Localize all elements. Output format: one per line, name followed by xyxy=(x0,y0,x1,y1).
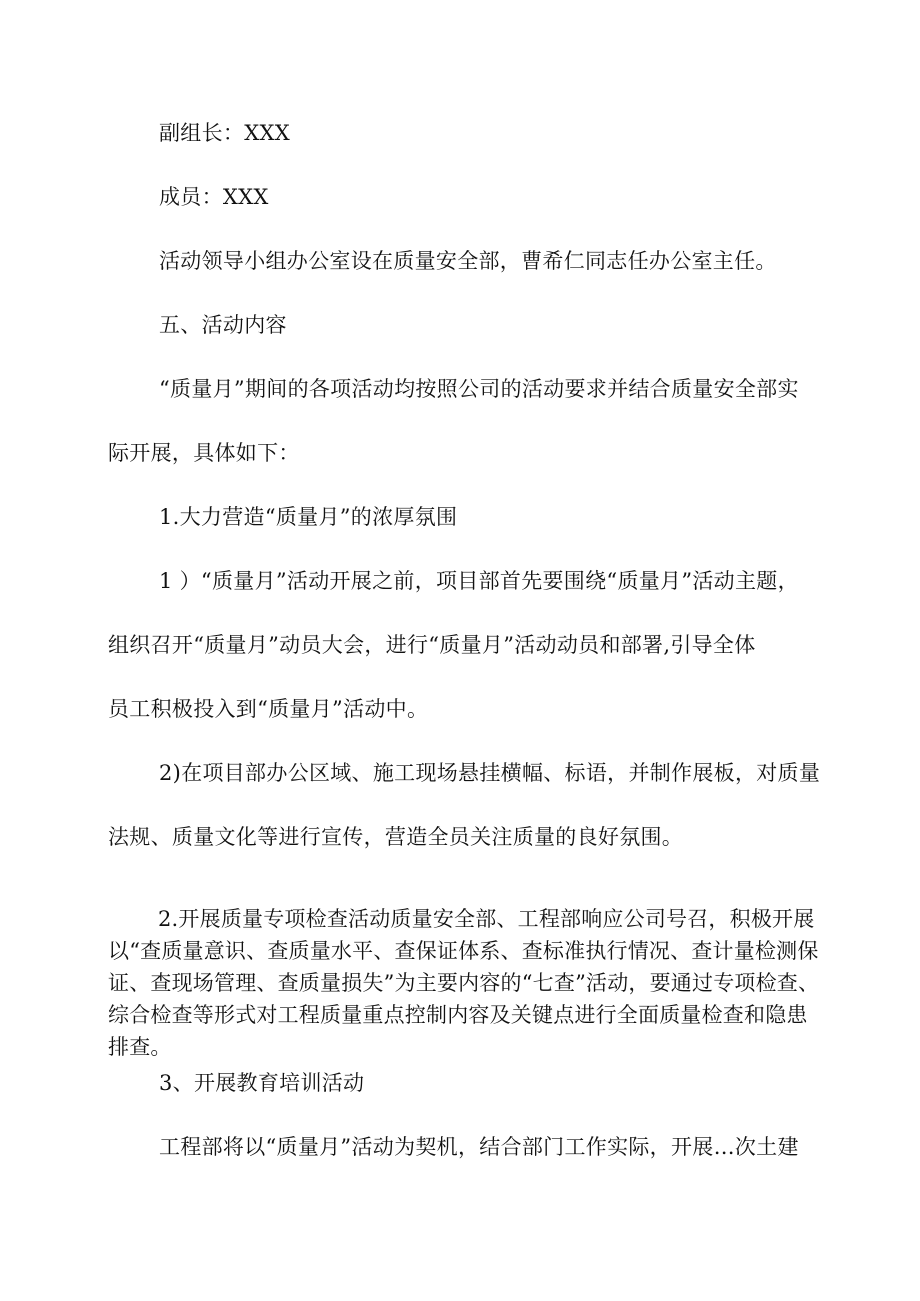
item1-title: 1.大力营造“质量月”的浓厚氛围 xyxy=(159,505,458,529)
item3-title: 3、开展教育培训活动 xyxy=(159,1071,365,1095)
intro-line-1: “质量月”期间的各项活动均按照公司的活动要求并结合质量安全部实 xyxy=(159,377,799,401)
item3-line-a: 工程部将以“质量月”活动为契机，结合部门工作实际，开展…次土建 xyxy=(159,1135,799,1159)
item1-1-line-b: 组织召开“质量月”动员大会，进行“质量月”活动动员和部署,引导全体 xyxy=(108,633,756,657)
office-line: 活动领导小组办公室设在质量安全部，曹希仁同志任办公室主任。 xyxy=(159,249,777,273)
item1-1-line-a: 1 ）“质量月”活动开展之前，项目部首先要围绕“质量月”活动主题， xyxy=(159,569,799,593)
item2-paragraph-text: 2.开展质量专项检查活动质量安全部、工程部响应公司号召，积极开展以“查质量意识、查质量水平、查保证体系、查标准执行情况、查计量检测保证、查现场管理、查质量损失”为主要内容的“七查”活动，要通过专项检查、综合检查等形式对工程质量重点控制内容及关键点进行全面质量检查和隐患排查。 xyxy=(108,907,820,1059)
item1-1-line-c: 员工积极投入到“质量月”活动中。 xyxy=(108,697,429,721)
deputy-leader-line: 副组长：XXX xyxy=(159,121,290,145)
section-heading-activity-content: 五、活动内容 xyxy=(159,313,287,337)
item1-2-line-b: 法规、质量文化等进行宣传，营造全员关注质量的良好氛围。 xyxy=(108,825,684,849)
item2-paragraph xyxy=(108,903,823,1063)
members-line: 成员：XXX xyxy=(159,185,269,209)
item1-2-line-a: 2)在项目部办公区域、施工现场悬挂横幅、标语，并制作展板，对质量 xyxy=(159,761,821,785)
intro-line-2: 际开展，具体如下： xyxy=(108,441,300,465)
